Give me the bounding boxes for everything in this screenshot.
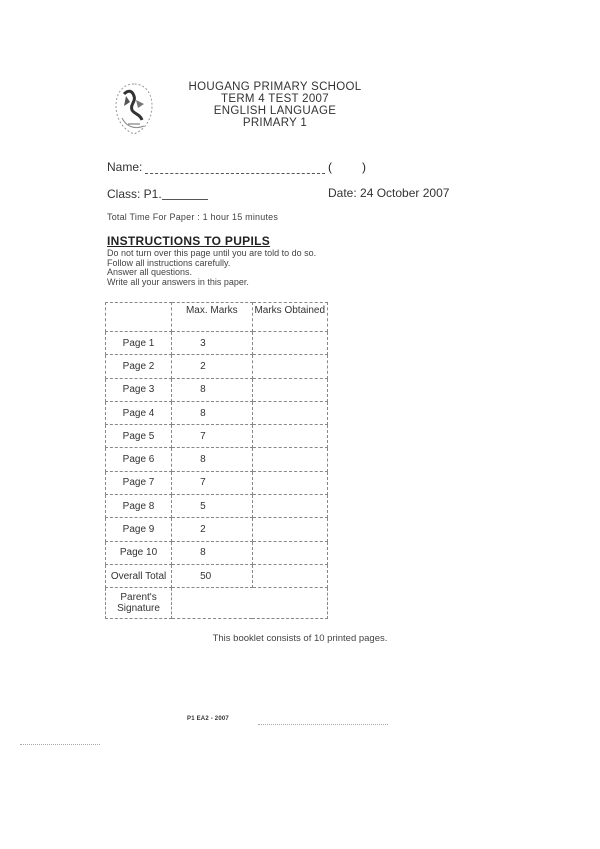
overall-total-row (106, 564, 328, 587)
signature-field[interactable] (172, 588, 328, 619)
signature-label (106, 588, 172, 619)
row-marks-obtained[interactable] (252, 564, 327, 587)
table-row (106, 332, 328, 355)
scan-noise-line (20, 744, 100, 745)
table-row (106, 541, 328, 564)
table-row (106, 471, 328, 494)
date-label: Date: 24 October 2007 (328, 186, 450, 200)
row-marks-obtained[interactable] (252, 401, 327, 424)
row-label: Page 4 (106, 401, 172, 424)
row-label: Page 3 (106, 378, 172, 401)
row-max-marks: 8 (172, 401, 252, 424)
header-marks-obtained: Marks Obtained (252, 303, 327, 332)
row-marks-obtained[interactable] (252, 355, 327, 378)
row-marks-obtained[interactable] (252, 425, 327, 448)
row-label: Page 5 (106, 425, 172, 448)
row-max-marks: 5 (172, 495, 252, 518)
row-label: Page 1 (106, 332, 172, 355)
row-marks-obtained[interactable] (252, 495, 327, 518)
row-marks-obtained[interactable] (252, 378, 327, 401)
table-row (106, 355, 328, 378)
row-label: Overall Total (106, 564, 172, 587)
total-time-label: Total Time For Paper : 1 hour 15 minutes (107, 212, 279, 222)
row-label: Page 7 (106, 471, 172, 494)
signature-label-line-1: Parent's (120, 592, 157, 604)
header-max-marks: Max. Marks (172, 303, 252, 332)
school-name: HOUGANG PRIMARY SCHOOL (188, 81, 362, 93)
row-label: Page 10 (106, 541, 172, 564)
name-field[interactable] (145, 173, 325, 174)
row-max-marks: 8 (172, 378, 252, 401)
instruction-item: Write all your answers in this paper. (107, 276, 249, 287)
signature-row (106, 588, 328, 619)
instructions-title: INSTRUCTIONS TO PUPILS (107, 234, 271, 248)
school-logo (110, 80, 158, 138)
level-name: PRIMARY 1 (242, 117, 308, 129)
table-row (106, 401, 328, 424)
row-marks-obtained[interactable] (252, 518, 327, 541)
row-label: Page 9 (106, 518, 172, 541)
instruction-item: Follow all instructions carefully. (107, 257, 231, 268)
row-max-marks: 7 (172, 425, 252, 448)
class-label: Class: P1. (107, 187, 162, 201)
instruction-item: Do not turn over this page until you are told to do so. (107, 248, 317, 258)
exam-header (160, 81, 390, 129)
row-marks-obtained[interactable] (252, 541, 327, 564)
name-label: Name: (107, 160, 143, 174)
table-row (106, 448, 328, 471)
row-marks-obtained[interactable] (252, 448, 327, 471)
booklet-note: This booklet consists of 10 printed pages. (212, 633, 388, 644)
table-row (106, 495, 328, 518)
register-number-close-paren: ) (362, 160, 366, 174)
table-row (106, 378, 328, 401)
row-max-marks: 8 (172, 448, 252, 471)
instructions-list (107, 249, 316, 287)
header-blank (106, 303, 172, 332)
row-marks-obtained[interactable] (252, 471, 327, 494)
row-label: Page 8 (106, 495, 172, 518)
instruction-item: Answer all questions. (107, 267, 193, 277)
row-marks-obtained[interactable] (252, 332, 327, 355)
footer-code: P1 EA2 - 2007 (187, 716, 229, 722)
row-max-marks: 8 (172, 541, 252, 564)
row-max-marks: 50 (172, 564, 252, 587)
row-label: Page 2 (106, 355, 172, 378)
row-max-marks: 3 (172, 332, 252, 355)
register-number-open-paren: ( (328, 160, 332, 174)
table-header-row (106, 303, 328, 332)
test-name: TERM 4 TEST 2007 (221, 93, 329, 105)
table-row (106, 425, 328, 448)
row-label: Page 6 (106, 448, 172, 471)
row-max-marks: 2 (172, 355, 252, 378)
row-max-marks: 7 (172, 471, 252, 494)
row-max-marks: 2 (172, 518, 252, 541)
class-field[interactable] (162, 199, 208, 200)
table-row (106, 518, 328, 541)
signature-label-line-2: Signature (117, 603, 160, 615)
subject-name: ENGLISH LANGUAGE (213, 105, 337, 117)
marks-table (105, 302, 328, 619)
scan-noise-line (258, 724, 388, 725)
